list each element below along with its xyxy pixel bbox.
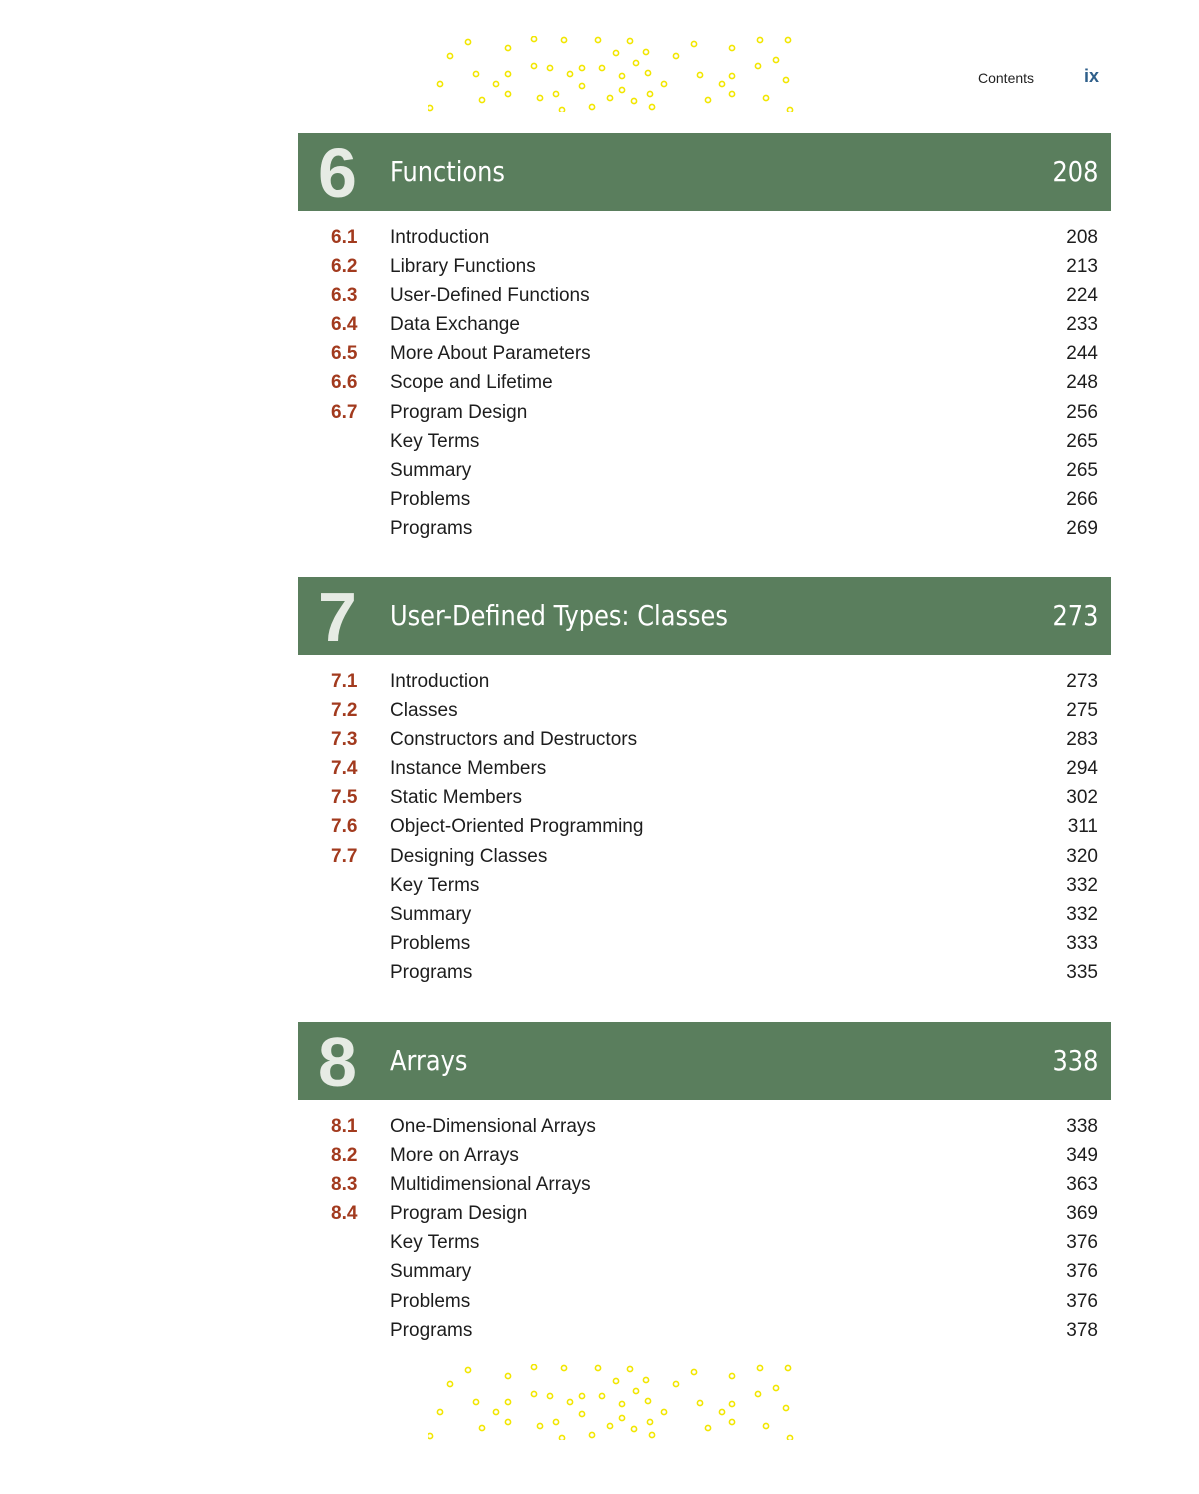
section-title: Key Terms xyxy=(390,874,480,896)
section-title: Key Terms xyxy=(390,1232,480,1254)
section-number: 6.3 xyxy=(331,285,358,307)
section-title: Programs xyxy=(390,1319,473,1341)
section-title: Introduction xyxy=(390,227,490,248)
section-page: 332 xyxy=(1066,903,1098,925)
section-title: Problems xyxy=(390,1290,471,1312)
section-page: 320 xyxy=(1066,845,1098,867)
section-title: User-Defined Functions xyxy=(390,285,590,307)
toc-entry[interactable] xyxy=(298,428,1098,457)
toc-entry[interactable] xyxy=(298,1142,1098,1171)
chapter-page: 273 xyxy=(1052,599,1098,632)
section-number: 6.6 xyxy=(331,372,358,394)
section-title: Summary xyxy=(390,903,472,925)
section-page: 224 xyxy=(1066,285,1098,307)
section-title: Summary xyxy=(390,1261,472,1283)
toc-entry[interactable] xyxy=(298,515,1098,544)
chapter-title: Arrays xyxy=(390,1044,468,1077)
section-page: 233 xyxy=(1066,314,1098,336)
section-number: 6.2 xyxy=(331,256,358,278)
toc-entry[interactable] xyxy=(298,1317,1098,1346)
toc-entry[interactable] xyxy=(298,755,1098,784)
section-number: 6.7 xyxy=(331,401,358,423)
chapter-page: 208 xyxy=(1052,155,1098,188)
section-number: 7.5 xyxy=(331,787,358,809)
section-title: Multidimensional Arrays xyxy=(390,1174,591,1196)
section-title: One-Dimensional Arrays xyxy=(390,1116,596,1137)
section-title: Summary xyxy=(390,459,472,481)
toc-entry[interactable] xyxy=(298,224,1098,253)
toc-entry[interactable] xyxy=(298,726,1098,755)
section-number: 7.6 xyxy=(331,816,358,838)
toc-entry[interactable] xyxy=(298,784,1098,813)
section-title: Constructors and Destructors xyxy=(390,729,638,751)
section-number: 6.5 xyxy=(331,343,358,365)
toc-entry[interactable] xyxy=(298,668,1098,697)
toc-entry[interactable] xyxy=(298,457,1098,486)
toc-entry[interactable] xyxy=(298,901,1098,930)
section-page: 335 xyxy=(1066,961,1098,983)
toc-entry[interactable] xyxy=(298,399,1098,428)
section-title: Programs xyxy=(390,961,473,983)
chapter-number: 6 xyxy=(318,134,357,212)
section-title: Program Design xyxy=(390,1203,528,1225)
section-page: 248 xyxy=(1066,372,1098,394)
toc-entry[interactable] xyxy=(298,697,1098,726)
section-page: 294 xyxy=(1066,758,1098,780)
decorative-dot-pattern-bottom xyxy=(428,1364,794,1440)
section-page: 265 xyxy=(1066,430,1098,452)
toc-entry[interactable] xyxy=(298,253,1098,282)
section-number: 7.1 xyxy=(331,671,358,692)
toc-entry[interactable] xyxy=(298,340,1098,369)
section-title: Problems xyxy=(390,488,471,510)
section-title: Designing Classes xyxy=(390,845,548,867)
section-title: Library Functions xyxy=(390,256,536,278)
section-page: 363 xyxy=(1066,1174,1098,1196)
section-number: 8.4 xyxy=(331,1203,358,1225)
section-page: 256 xyxy=(1066,401,1098,423)
toc-entry[interactable] xyxy=(298,1258,1098,1287)
chapter-header xyxy=(298,133,1111,211)
section-number: 8.2 xyxy=(331,1145,358,1167)
section-title: Programs xyxy=(390,517,473,539)
chapter-number: 7 xyxy=(318,578,357,656)
section-page: 302 xyxy=(1066,787,1098,809)
chapter-title: Functions xyxy=(390,155,505,188)
section-page: 333 xyxy=(1066,932,1098,954)
section-page: 338 xyxy=(1066,1116,1098,1137)
section-number: 8.3 xyxy=(331,1174,358,1196)
toc-entry[interactable] xyxy=(298,369,1098,398)
section-number: 7.2 xyxy=(331,700,358,722)
section-page: 376 xyxy=(1066,1290,1098,1312)
toc-entry[interactable] xyxy=(298,813,1098,842)
section-list xyxy=(298,224,1098,544)
section-page: 273 xyxy=(1066,671,1098,692)
toc-entry[interactable] xyxy=(298,930,1098,959)
toc-entry[interactable] xyxy=(298,1200,1098,1229)
section-page: 349 xyxy=(1066,1145,1098,1167)
section-title: Key Terms xyxy=(390,430,480,452)
section-page: 269 xyxy=(1066,517,1098,539)
section-page: 311 xyxy=(1067,816,1098,838)
section-page: 266 xyxy=(1066,488,1098,510)
section-page: 369 xyxy=(1066,1203,1098,1225)
section-number: 7.7 xyxy=(331,845,358,867)
toc-entry[interactable] xyxy=(298,1171,1098,1200)
toc-entry[interactable] xyxy=(298,959,1098,988)
section-page: 332 xyxy=(1066,874,1098,896)
section-title: Instance Members xyxy=(390,758,547,780)
section-number: 7.3 xyxy=(331,729,358,751)
section-page: 265 xyxy=(1066,459,1098,481)
section-page: 378 xyxy=(1066,1319,1098,1341)
toc-entry[interactable] xyxy=(298,1113,1098,1142)
toc-entry[interactable] xyxy=(298,872,1098,901)
section-page: 275 xyxy=(1066,700,1098,722)
section-title: More on Arrays xyxy=(390,1145,519,1167)
section-number: 6.4 xyxy=(331,314,358,336)
running-head: Contents xyxy=(978,70,1035,86)
section-title: Scope and Lifetime xyxy=(390,372,553,394)
toc-entry[interactable] xyxy=(298,282,1098,311)
section-page: 208 xyxy=(1066,227,1098,248)
section-list xyxy=(298,1113,1098,1346)
section-title: More About Parameters xyxy=(390,343,591,365)
chapter-title: User-Defined Types: Classes xyxy=(390,599,728,632)
toc-entry[interactable] xyxy=(298,1288,1098,1317)
chapter-header xyxy=(298,1022,1111,1100)
section-title: Introduction xyxy=(390,671,490,692)
section-page: 283 xyxy=(1066,729,1098,751)
section-title: Classes xyxy=(390,700,458,722)
chapter-number: 8 xyxy=(318,1023,357,1101)
toc-entry[interactable] xyxy=(298,1229,1098,1258)
section-page: 244 xyxy=(1066,343,1098,365)
section-number: 8.1 xyxy=(331,1116,358,1137)
section-title: Problems xyxy=(390,932,471,954)
section-page: 376 xyxy=(1066,1261,1098,1283)
section-number: 7.4 xyxy=(331,758,358,780)
section-page: 213 xyxy=(1066,256,1098,278)
section-number: 6.1 xyxy=(331,227,358,248)
section-page: 376 xyxy=(1066,1232,1098,1254)
decorative-dot-pattern-top xyxy=(428,36,794,112)
section-title: Object-Oriented Programming xyxy=(390,816,644,838)
page-number: ix xyxy=(1084,66,1100,86)
section-title: Data Exchange xyxy=(390,314,520,336)
section-list xyxy=(298,668,1098,988)
toc-entry[interactable] xyxy=(298,843,1098,872)
chapter-page: 338 xyxy=(1052,1044,1098,1077)
chapter-header xyxy=(298,577,1111,655)
section-title: Program Design xyxy=(390,401,528,423)
toc-entry[interactable] xyxy=(298,311,1098,340)
toc-entry[interactable] xyxy=(298,486,1098,515)
section-title: Static Members xyxy=(390,787,522,809)
